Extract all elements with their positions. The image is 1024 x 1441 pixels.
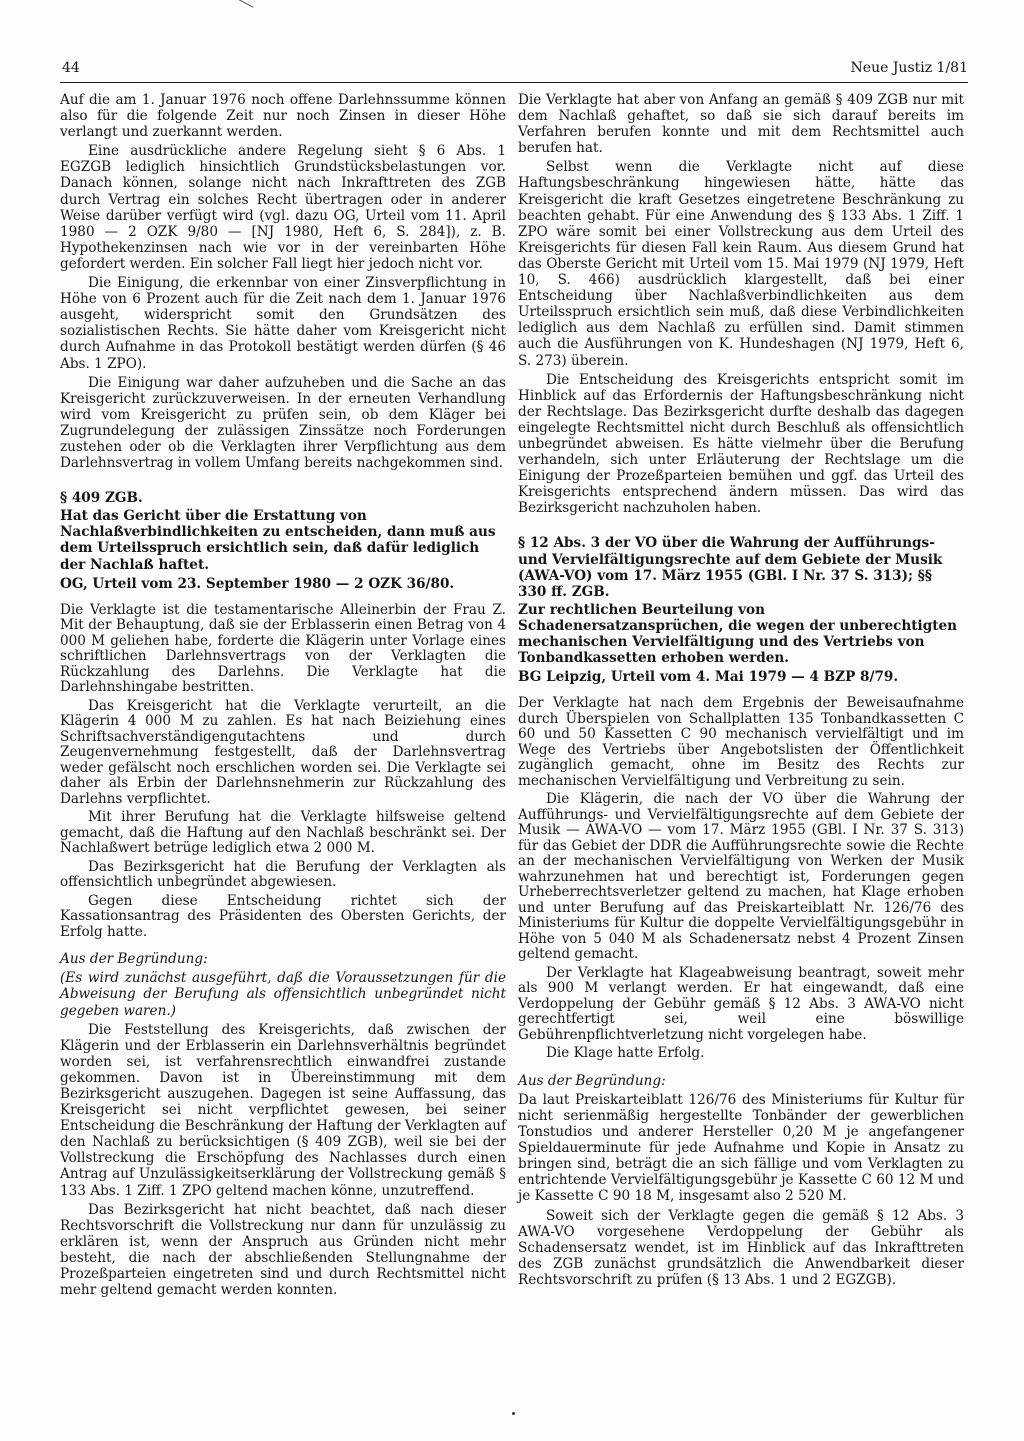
- paragraph: Das Kreisgericht hat die Verklagte verurteilt, an die Klägerin 4 000 M zu zahlen. Es hat nach Beiziehung eines Schriftsachverständigengutachtens und durch Zeugenvernehmung festgestellt, daß der Darlehnsvertrag weder gefälscht noch erschlichen worden sei. Die Verklagte sei daher als Erbin der Darlehnsnehmerin zur Rückzahlung des Darlehns verpflichtet.: [60, 697, 506, 807]
- headnote: Hat das Gericht über die Erstattung von Nachlaßverbindlichkeiten zu entscheiden, dann muß aus dem Urteilsspruch ersichtlich sein, daß dafür lediglich der Nachlaß haftet.: [60, 508, 496, 573]
- right-column: [518, 92, 964, 1291]
- paragraph: Die Einigung, die erkennbar von einer Zinsverpflichtung in Höhe von 6 Prozent auch für die Zeit nach dem 1. Januar 1976 ausgeht, widerspricht somit den Grundsätzen des sozialistischen Rechts. Sie hätte daher vom Kreisgericht nicht durch Aufnahme in das Protokoll bestätigt werden dürfen (§ 46 Abs. 1 ZPO).: [60, 275, 506, 372]
- paragraph: Der Verklagte hat Klageabweisung beantragt, soweit mehr als 900 M verlangt werden. Er hat eingewandt, daß eine Verdoppelung der Gebühr gemäß § 12 Abs. 3 AWA-VO nicht gerechtfertigt sei, weil eine böswillige Gebührenpflichtverletzung nicht vorgelegen habe.: [518, 964, 964, 1043]
- paragraph: Die Verklagte hat aber von Anfang an gemäß § 409 ZGB nur mit dem Nachlaß gehaftet, so daß sie sich darauf bereits im Verfahren berufen konnte und mit dem Rechtsmittel auch berufen hat.: [518, 92, 964, 157]
- paragraph: Die Klage hatte Erfolg.: [546, 1045, 705, 1062]
- statute-reference: § 12 Abs. 3 der VO über die Wahrung der Aufführungs- und Vervielfältigungsrechte auf dem Gebiete der Musik (AWA-VO) vom 17. März 1955 (GBl. I Nr. 37 S. 313); §§ 330 ff. ZGB.: [518, 535, 943, 600]
- paragraph: Die Einigung war daher aufzuheben und die Sache an das Kreisgericht zurückzuverweisen. In der erneuten Verhandlung wird vom Kreisgericht zu prüfen sein, ob dem Kläger bei Zugrundelegung der zulässigen Zinssätze noch Forderungen zustehen oder ob die Verklagten ihrer Verpflichtung aus dem Darlehnsvertrag in vollem Umfang bereits nachgekommen sind.: [60, 374, 506, 472]
- paragraph: Da laut Preiskarteiblatt 126/76 des Ministeriums für Kultur für nicht serienmäßig hergestellte Tonbänder der gewerblichen Tonstudios und anderer Hersteller 0,20 M je angefangener Spieldauerminute für jede Aufnahme und Kopie in Ansatz zu bringen sind, beträgt die an sich fällige und vom Verklagten zu entrichtende Vervielfältigungsgebühr je Kassette C 60 12 M und je Kassette C 90 18 M, insgesamt also 2 520 M.: [518, 1091, 964, 1205]
- page-number: 44: [62, 60, 80, 76]
- editorial-note: (Es wird zunächst ausgeführt, daß die Voraussetzungen für die Abweisung der Berufung als offensichtlich unbegründet nicht gegeben waren.): [60, 970, 506, 1019]
- paragraph: Das Bezirksgericht hat nicht beachtet, daß nach dieser Rechtsvorschrift die Vollstreckung nur dann für unzulässig zu erklären ist, wenn der Anspruch aus Gründen nicht mehr besteht, die nach der abschließenden Stellungnahme der Prozeßparteien eingetreten sind und durch Rechtsmittel nicht mehr geltend gemacht werden konnten.: [60, 1201, 506, 1299]
- headnote: Zur rechtlichen Beurteilung von Schadenersatzansprüchen, die wegen der unberechtigten mechanischen Vervielfältigung und des Vertriebs von Tonbandkassetten erhoben werden.: [518, 601, 958, 667]
- paragraph: Die Feststellung des Kreisgerichts, daß zwischen der Klägerin und der Erblasserin ein Darlehnsverhältnis begründet worden sei, ist verfahrensrechtlich einwandfrei zustande gekommen. Davon ist in Übereinstimmung mit dem Bezirksgericht auszugehen. Dagegen ist seine Auffassung, das Kreisgericht sei nicht verpflichtet gewesen, bei seiner Entscheidung die Beschränkung der Haftung der Verklagten auf den Nachlaß zu berücksichtigen (§ 409 ZGB), weil sie bei der Vollstreckung die Erschöpfung des Nachlasses durch einen Antrag auf Unzulässigkeitserklärung der Vollstreckung gemäß § 133 Abs. 1 Ziff. 1 ZPO geltend machen könne, unzutreffend.: [60, 1021, 506, 1199]
- left-column: [60, 92, 506, 1301]
- paragraph: Soweit sich der Verklagte gegen die gemäß § 12 Abs. 3 AWA-VO vorgesehene Verdoppelung der Gebühr als Schadensersatz wendet, ist im Hinblick auf das Inkrafttreten des ZGB zunächst grundsätzlich die Anwendbarkeit dieser Rechtsvorschrift zu prüfen (§ 13 Abs. 1 und 2 EGZGB).: [518, 1207, 964, 1288]
- paragraph: Die Klägerin, die nach der VO über die Wahrung der Aufführungs- und Vervielfältigungsrechte auf dem Gebiete der Musik — AWA-VO — vom 17. März 1955 (GBl. I Nr. 37 S. 313) für das Gebiet der DDR die Aufführungsrechte sowie die Rechte an der mechanischen Vervielfältigung von Werken der Musik wahrzunehmen hat und berechtigt ist, Forderungen gegen Urheberrechtsverletzer geltend zu machen, hat Klage erhoben und unter Berufung auf das Preiskarteiblatt Nr. 126/76 des Ministeriums für Kultur die doppelte Vervielfältigungsgebühr in Höhe von 5 040 M als Schadenersatz nebst 4 Prozent Zinsen geltend gemacht.: [518, 791, 964, 963]
- scan-dot: [512, 1412, 515, 1415]
- statute-reference: § 409 ZGB.: [60, 490, 143, 507]
- scan-mark: [232, 0, 253, 17]
- court-citation: BG Leipzig, Urteil vom 4. Mai 1979 — 4 BZP 8/79.: [518, 669, 899, 686]
- paragraph: Eine ausdrückliche andere Regelung sieht § 6 Abs. 1 EGZGB lediglich hinsichtlich Grundstücksbelastungen vor. Danach können, solange nicht nach Inkrafttreten des ZGB durch Vertrag ein solches Recht übertragen oder in anderer Weise darüber verfügt wird (vgl. dazu OG, Urteil vom 11. April 1980 — 2 OZK 9/80 — [NJ 1980, Heft 6, S. 284]), z. B. Hypothekenzinsen nach wie vor in der vereinbarten Höhe gefordert werden. Ein solcher Fall liegt hier jedoch nicht vor.: [60, 143, 506, 272]
- court-citation: OG, Urteil vom 23. September 1980 — 2 OZK 36/80.: [60, 575, 455, 592]
- paragraph: Gegen diese Entscheidung richtet sich der Kassationsantrag des Präsidenten des Obersten Gerichts, der Erfolg hatte.: [60, 892, 506, 940]
- section-heading: Aus der Begründung:: [60, 951, 208, 968]
- paragraph: Auf die am 1. Januar 1976 noch offene Darlehnssumme können also für die folgende Zeit nur noch Zinsen in dieser Höhe verlangt und zuerkannt werden.: [60, 92, 506, 141]
- paragraph: Das Bezirksgericht hat die Berufung der Verklagten als offensichtlich unbegründet abgewiesen.: [60, 858, 506, 891]
- paragraph: Die Entscheidung des Kreisgerichts entspricht somit im Hinblick auf das Erfordernis der Haftungsbeschränkung nicht der Rechtslage. Das Bezirksgericht durfte deshalb das dagegen eingelegte Rechtsmittel nicht durch Beschluß als offensichtlich unbegründet abweisen. Es hätte vielmehr über die Berufung verhandeln, sich unter Erläuterung der Rechtslage um die Einigung der Prozeßparteien bemühen und ggf. das Urteil des Kreisgerichts entsprechend ändern müssen. Das wird das Bezirksgericht nachzuholen haben.: [518, 371, 964, 517]
- section-heading: Aus der Begründung:: [518, 1072, 666, 1089]
- paragraph: Mit ihrer Berufung hat die Verklagte hilfsweise geltend gemacht, daß die Haftung auf den Nachlaß beschränkt sei. Der Nachlaßwert betrüge lediglich etwa 2 000 M.: [60, 809, 506, 857]
- journal-issue: Neue Justiz 1/81: [850, 60, 968, 76]
- paragraph: Die Verklagte ist die testamentarische Alleinerbin der Frau Z. Mit der Behauptung, daß sie der Erblasserin einen Betrag von 4 000 M geliehen habe, forderte die Klägerin unter Vorlage eines schriftlichen Darlehnsvertrags von der Verklagten die Rückzahlung des Darlehns. Die Verklagte hat die Darlehnshingabe bestritten.: [60, 601, 506, 696]
- paragraph: Selbst wenn die Verklagte nicht auf diese Haftungsbeschränkung hingewiesen hätte, hätte das Kreisgericht die kraft Gesetzes eingetretene Beschränkung zu beachten gehabt. Für eine Anwendung des § 133 Abs. 1 Ziff. 1 ZPO wäre somit bei einer Vollstreckung aus dem Urteil des Kreisgerichts für diesen Fall kein Raum. Aus diesem Grund hat das Oberste Gericht mit Urteil vom 15. Mai 1979 (NJ 1979, Heft 10, S. 466) ausdrücklich klargestellt, daß bei einer Entscheidung über Nachlaßverbindlichkeiten aus dem Urteilsspruch ersichtlich sein muß, daß diese Verbindlichkeiten lediglich aus dem Nachlaß zu erfüllen sind. Damit stimmen auch die Ausführungen von K. Hundeshagen (NJ 1979, Heft 6, S. 273) überein.: [518, 159, 964, 369]
- page-header: [60, 60, 968, 83]
- paragraph: Der Verklagte hat nach dem Ergebnis der Beweisaufnahme durch Überspielen von Schallplatten 135 Tonbandkassetten C 60 und 50 Kassetten C 90 mechanisch vervielfältigt und im Wege des Vertriebs über Angebotslisten der Öffentlichkeit zugänglich gemacht, ohne im Besitz des Rechts zur mechanischen Vervielfältigung und Verbreitung zu sein.: [518, 695, 964, 789]
